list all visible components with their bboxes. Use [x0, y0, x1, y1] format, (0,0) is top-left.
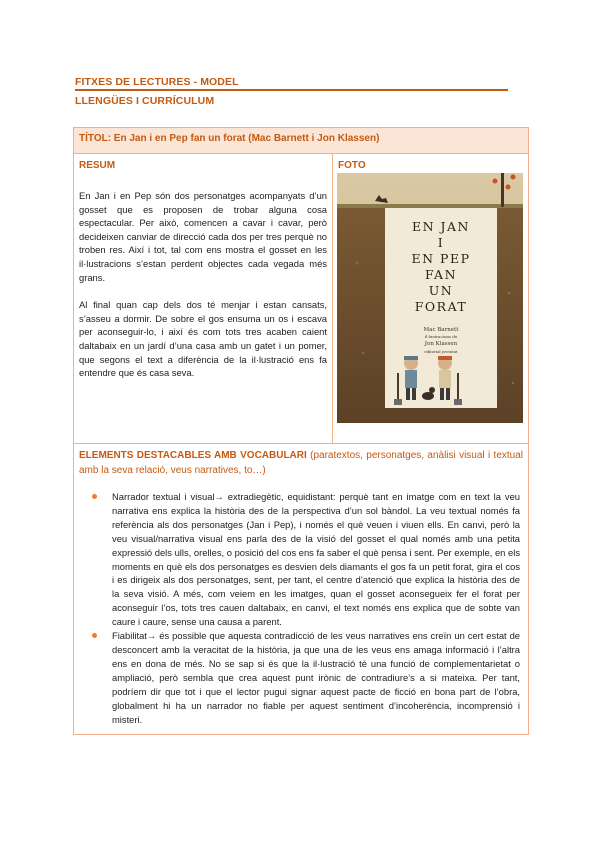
- bullet-icon: [92, 494, 97, 499]
- elements-heading: [74, 444, 528, 478]
- book-cover-image: [337, 173, 523, 423]
- title-row: [74, 128, 529, 154]
- resum-label: RESUM: [79, 160, 116, 171]
- reading-sheet-table: [73, 127, 529, 735]
- list-item-text: Fiabilitat→ és possible que aquesta contradicció de les veus narratives ens creïn un cert estat de desconcert amb la veracitat de la història, ja que una de les veus ens amaga informació i l’altra ens en dona de més. No se sap si és que la il·lustració té una funció de complementarietat o ampliació, però sembla que crea aquest punt irònic de contradiure’s a si mateixa. Per tant, podríem dir que tot i que el lector pugui signar aquest pacte de ficció en bona part de l’obra, globalment hi ha un narrador no fiable per aquest sentiment d’incoherència, incomprensió i misteri.: [112, 630, 521, 725]
- cover-title-line: FAN: [424, 267, 458, 282]
- list-item: [112, 629, 520, 726]
- document-subject: LLENGÜES I CURRÍCULUM: [75, 95, 215, 107]
- elements-heading-detail: (paratextos, personatges, anàlisi visual i textual amb la seva relació, veus narratives, to…): [79, 450, 524, 476]
- header-divider: [75, 89, 508, 91]
- cover-title-line: I: [437, 235, 445, 250]
- cover-illustrator-label: il·lustracions de: [424, 334, 458, 339]
- elements-list: [74, 490, 528, 726]
- cover-title-line: FORAT: [414, 299, 468, 314]
- list-item-text: Narrador textual i visual→ extradiegètic, equidistant: perquè tant en imatge com en text la veu narrativa ens explica la història des de la perspectiva d’un sol bàndol. La veu textual només fa referència als dos personatges (Jan i Pep), i només el què veuen i viuen ells. En canvi, però la veu visual/narrativa visual ens parla des de la visió del gosset el qual només amb una petita expressió dels ulls, orelles, o posició del cos ens fa saber el què pensa i sent. Per exemple, en els moments en què els dos personatges es desvien dels diamants el gos fa un petit forat, gira el cos i es dirigeix als dos personatges, sent, per tant, el centre d’atenció que explica la història des de la seva visió. A més, com veiem en les imatges, quan el gosset aconsegueix fer el forat per aconseguir l’os, tots tres cauen daltabaix, en canvi, el text només ens explica que de sobte van caure i caure, sense una causa a parent.: [112, 491, 521, 628]
- resum-paragraph: Al final quan cap dels dos té menjar i estan cansats, s’asseu a dormir. De sobre el gos ensuma un os i escava per aconseguir-lo, i així és com tots tres acaben caient daltabaix en un jardí d’una casa amb un gatet i un pomer, que segons el text a diferència de la il·lustració ens fa entendre que és casa seva.: [79, 299, 327, 379]
- cover-title-line: EN JAN: [411, 219, 471, 234]
- tree-trunk: [501, 173, 504, 207]
- cover-title-line: EN PEP: [411, 251, 471, 266]
- resum-paragraph: En Jan i en Pep són dos personatges acompanyats d’un gosset que es proposen de trobar alguna cosa espectacular. Per això, comencen a cavar i cavar, però decideixen canviar de direcció cada dos per tres perquè no troben res. Així i tot, tal com ens mostra el gosset en les il·lustracions s’estan perdent objectes cada vegada més grans.: [79, 190, 327, 283]
- cover-title-line: UN: [428, 283, 454, 298]
- cover-publisher: editorial joventut: [424, 349, 458, 354]
- bullet-icon: [92, 633, 97, 638]
- elements-cell: [74, 444, 529, 735]
- book-title: TÍTOL: En Jan i en Pep fan un forat (Mac Barnett i Jon Klassen): [79, 133, 380, 144]
- elements-heading-title: ELEMENTS DESTACABLES AMB VOCABULARI: [79, 450, 307, 461]
- resum-cell: [74, 154, 333, 444]
- list-item: [112, 490, 520, 629]
- foto-label: FOTO: [338, 160, 366, 171]
- document-category: FITXES DE LECTURES - MODEL: [75, 76, 239, 88]
- cover-author: Mac Barnett: [423, 327, 459, 333]
- resum-text: [74, 171, 332, 380]
- cover-illustrator: Jon Klassen: [424, 341, 458, 347]
- foto-cell: [333, 154, 529, 444]
